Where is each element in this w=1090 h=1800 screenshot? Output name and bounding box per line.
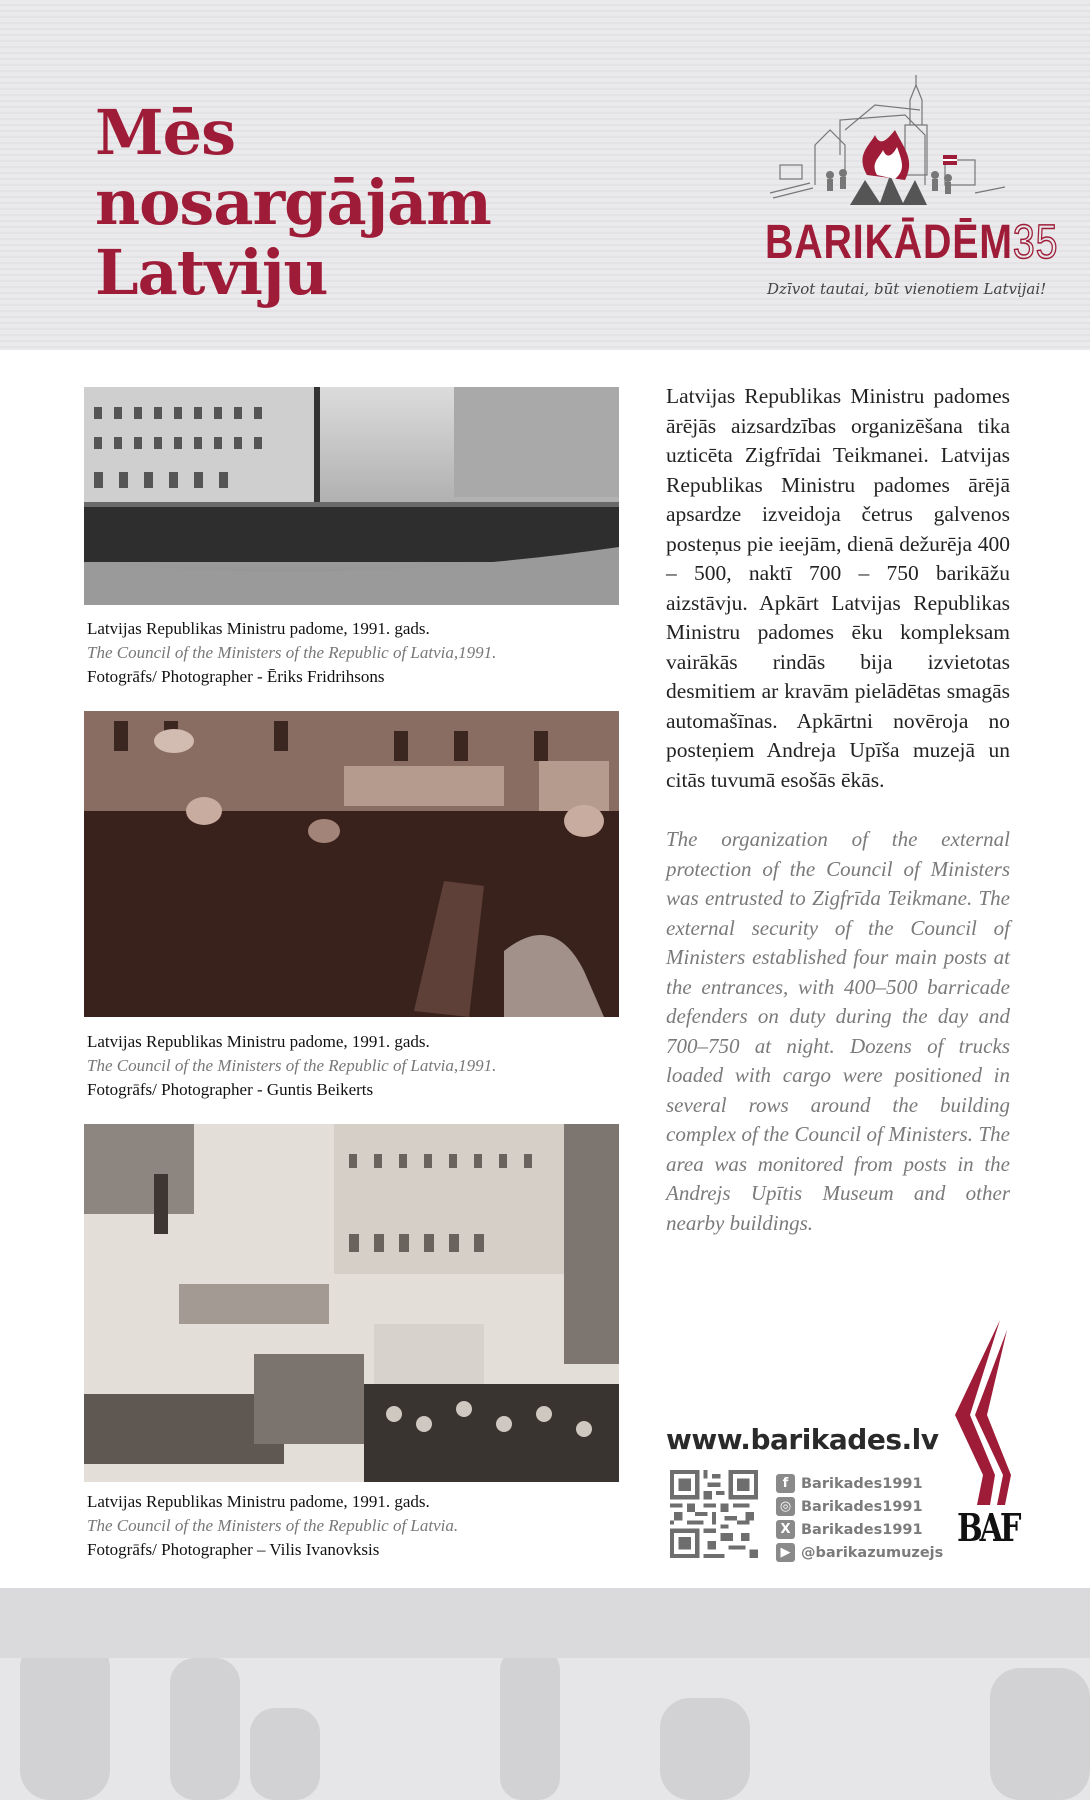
page-title	[95, 98, 491, 308]
caption-en: The Council of the Ministers of the Republic of Latvia.	[87, 1516, 459, 1535]
social-facebook[interactable]	[776, 1472, 943, 1495]
photo-crowd-panorama	[84, 387, 619, 605]
logo-wordmark	[765, 215, 1058, 270]
social-links	[776, 1472, 943, 1564]
logo-illustration-icon	[755, 75, 1035, 215]
title-line-1: Mēs	[95, 96, 235, 169]
photo-defenders-by-fire	[84, 711, 619, 1017]
social-x[interactable]	[776, 1518, 943, 1541]
social-handle: Barikades1991	[801, 1498, 923, 1515]
header-band	[0, 0, 1090, 350]
body-text-latvian: Latvijas Republikas Ministru padomes ārējās aizsardzības organizēšana tika uzticēta Zigfrīdai Teikmanei. Latvijas Republikas Ministru padomes ārējā apsardze izveidoja četrus galvenos posteņus pie ieejām, dienā dežurēja 400 – 500, naktī 700 – 750 barikāžu aizstāvju. Apkārt Latvijas Republikas Ministru padomes ēku kompleksam vairākās rindās bija izvietotas desmitiem ar kravām pielādētas smagās automašīnas. Apkārtni novēroja no posteņiem Andreja Upīša muzejā un citās tuvumā esošās ēkās.	[666, 384, 1010, 792]
caption-lv: Latvijas Republikas Ministru padome, 1991. gads.	[87, 619, 430, 638]
photo-credit: Fotogrāfs/ Photographer – Vilis Ivanovksis	[87, 1540, 380, 1559]
instagram-icon: ◎	[776, 1497, 795, 1516]
website-link[interactable]: www.barikades.lv	[666, 1423, 939, 1456]
photo-2-caption	[87, 1030, 627, 1102]
body-text-english: The organization of the external protection of the Council of Ministers was entrusted to Zigfrīda Teikmane. The external security of the Council of Ministers established four main posts at the entrances, with 400–500 barricade defenders on duty during the day and 700–750 at night. Dozens of trucks loaded with cargo were positioned in several rows around the building complex of the Council of Ministers. The area was monitored from posts in the Andrejs Upītis Museum and other nearby buildings.	[666, 827, 1010, 1235]
baf-logo-text: BAF	[957, 1505, 1019, 1550]
photo-3-caption	[87, 1490, 627, 1562]
caption-en: The Council of the Ministers of the Republic of Latvia,1991.	[87, 643, 497, 662]
logo-word: BARIKĀDĒM	[765, 216, 1013, 269]
social-youtube[interactable]	[776, 1541, 943, 1564]
title-line-3: Latviju	[95, 236, 328, 309]
facebook-icon: f	[776, 1474, 795, 1493]
social-handle: @barikazumuzejs	[801, 1544, 944, 1561]
photo-credit: Fotogrāfs/ Photographer - Ēriks Fridrihsons	[87, 667, 385, 686]
faded-crowd-photo	[0, 1588, 1090, 1800]
caption-en: The Council of the Ministers of the Republic of Latvia,1991.	[87, 1056, 497, 1075]
photo-1-caption	[87, 617, 627, 689]
footer-background-photo	[0, 1588, 1090, 1800]
photo-credit: Fotogrāfs/ Photographer - Guntis Beikerts	[87, 1080, 374, 1099]
barikadem35-logo	[755, 75, 1059, 315]
title-line-2: nosargājām	[95, 166, 491, 239]
social-instagram[interactable]	[776, 1495, 943, 1518]
photo-trucks-barricade	[84, 1124, 619, 1482]
youtube-icon: ▶	[776, 1543, 795, 1562]
logo-number: 35	[1012, 216, 1059, 269]
social-handle: Barikades1991	[801, 1521, 923, 1538]
caption-lv: Latvijas Republikas Ministru padome, 1991. gads.	[87, 1032, 430, 1051]
caption-lv: Latvijas Republikas Ministru padome, 1991. gads.	[87, 1492, 430, 1511]
x-icon: X	[776, 1520, 795, 1539]
qr-code-icon[interactable]	[670, 1470, 758, 1558]
logo-tagline: Dzīvot tautai, būt vienotiem Latvijai!	[767, 280, 1047, 298]
social-handle: Barikades1991	[801, 1475, 923, 1492]
